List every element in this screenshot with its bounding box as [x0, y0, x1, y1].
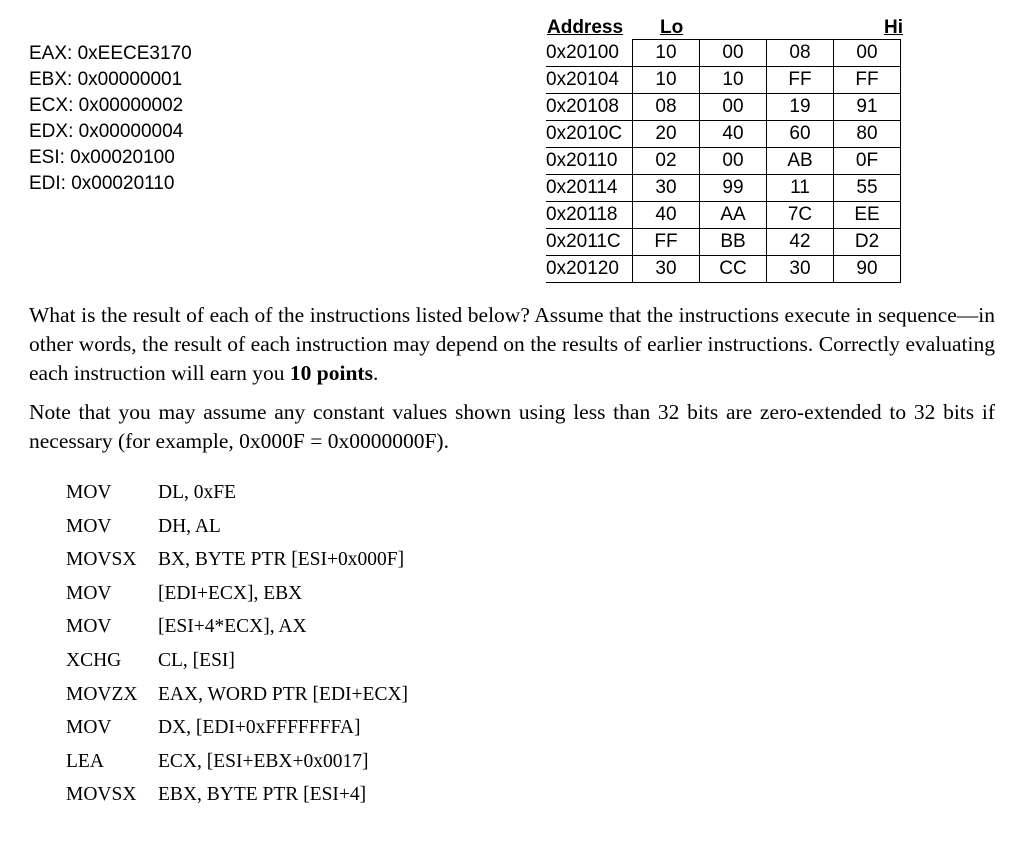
memory-address: 0x20118 — [546, 202, 633, 229]
memory-byte: 08 — [767, 40, 834, 67]
instruction-row — [66, 747, 369, 781]
memory-byte: 7C — [767, 202, 834, 229]
memory-byte: AA — [700, 202, 767, 229]
memory-address: 0x20114 — [546, 175, 633, 202]
instruction-opcode: MOV — [66, 482, 112, 503]
memory-row — [546, 229, 901, 256]
memory-byte: 10 — [633, 67, 700, 94]
memory-byte: 40 — [700, 121, 767, 148]
memory-byte: 08 — [633, 94, 700, 121]
memory-byte: 00 — [700, 94, 767, 121]
memory-address: 0x20104 — [546, 67, 633, 94]
memory-byte: 91 — [834, 94, 901, 121]
question-paragraph — [29, 301, 995, 388]
instruction-list — [66, 478, 409, 814]
instruction-opcode: MOVSX — [66, 549, 137, 571]
memory-byte: 40 — [633, 202, 700, 229]
lo-column-header: Lo — [660, 17, 684, 38]
memory-table-container — [546, 16, 911, 283]
memory-row — [546, 94, 901, 121]
instruction-operands: DH, AL — [158, 515, 221, 537]
memory-byte: BB — [700, 229, 767, 256]
note-paragraph: Note that you may assume any constant values shown using less than 32 bits are zero-extended to 32 bits if necessary (for example, 0x000F = 0x0000000F). — [29, 400, 995, 453]
memory-row — [546, 175, 901, 202]
memory-byte: 02 — [633, 148, 700, 175]
instruction-operands: CL, [ESI] — [158, 649, 235, 671]
instruction-operands: [ESI+4*ECX], AX — [158, 616, 307, 638]
memory-address: 0x20108 — [546, 94, 633, 121]
instruction-opcode: XCHG — [66, 649, 122, 671]
instruction-row — [66, 478, 236, 512]
instruction-row — [66, 646, 235, 680]
instruction-opcode: MOV — [66, 717, 112, 739]
memory-address: 0x2011C — [546, 229, 633, 256]
memory-address: 0x20120 — [546, 256, 633, 283]
register-edx: EDX: 0x00000004 — [29, 121, 184, 142]
instruction-operands: BX, BYTE PTR [ESI+0x000F] — [158, 549, 405, 571]
memory-byte: EE — [834, 202, 901, 229]
memory-row — [546, 40, 901, 67]
hi-column-header: Hi — [884, 17, 903, 38]
memory-byte: 11 — [767, 175, 834, 202]
memory-row — [546, 256, 901, 283]
memory-byte: 0F — [834, 148, 901, 175]
memory-byte: FF — [834, 67, 901, 94]
memory-row — [546, 148, 901, 175]
instruction-operands: [EDI+ECX], EBX — [158, 582, 303, 604]
register-list — [29, 41, 192, 197]
instruction-row — [66, 680, 409, 714]
memory-byte: 00 — [700, 148, 767, 175]
register-edi: EDI: 0x00020110 — [29, 173, 175, 194]
memory-table — [546, 39, 901, 283]
instruction-operands: DL, 0xFE — [158, 482, 236, 503]
memory-byte: 20 — [633, 121, 700, 148]
memory-byte: 42 — [767, 229, 834, 256]
instruction-operands: ECX, [ESI+EBX+0x0017] — [158, 750, 369, 772]
instruction-operands: EAX, WORD PTR [EDI+ECX] — [158, 683, 409, 705]
instruction-row — [66, 512, 221, 546]
register-ecx: ECX: 0x00000002 — [29, 95, 184, 116]
memory-byte: D2 — [834, 229, 901, 256]
register-eax: EAX: 0xEECE3170 — [29, 43, 192, 64]
memory-row — [546, 121, 901, 148]
memory-address: 0x2010C — [546, 121, 633, 148]
memory-byte: CC — [700, 256, 767, 283]
instruction-opcode: MOV — [66, 616, 112, 638]
memory-byte: FF — [767, 67, 834, 94]
memory-header — [546, 16, 911, 39]
instruction-row — [66, 780, 367, 814]
instruction-opcode: MOVSX — [66, 784, 137, 806]
memory-byte: 30 — [633, 256, 700, 283]
register-ebx: EBX: 0x00000001 — [29, 69, 183, 90]
instruction-row — [66, 545, 405, 579]
memory-byte: 30 — [633, 175, 700, 202]
memory-byte: 00 — [700, 40, 767, 67]
memory-row — [546, 67, 901, 94]
memory-byte: 60 — [767, 121, 834, 148]
instruction-row — [66, 612, 307, 646]
memory-byte: AB — [767, 148, 834, 175]
memory-byte: 55 — [834, 175, 901, 202]
memory-byte: 00 — [834, 40, 901, 67]
question-period: . — [372, 361, 379, 385]
memory-byte: 19 — [767, 94, 834, 121]
instruction-opcode: MOV — [66, 582, 112, 604]
memory-address: 0x20110 — [546, 148, 633, 175]
question-text — [29, 301, 995, 466]
memory-address: 0x20100 — [546, 40, 633, 67]
register-esi: ESI: 0x00020100 — [29, 147, 175, 168]
points-value: 10 points — [289, 361, 373, 385]
memory-byte: 80 — [834, 121, 901, 148]
memory-byte: 90 — [834, 256, 901, 283]
instruction-operands: DX, [EDI+0xFFFFFFFA] — [158, 717, 361, 739]
instruction-opcode: LEA — [66, 750, 104, 772]
instruction-opcode: MOVZX — [66, 683, 138, 705]
memory-byte: 30 — [767, 256, 834, 283]
instruction-operands: EBX, BYTE PTR [ESI+4] — [158, 784, 367, 806]
question-body: What is the result of each of the instructions listed below? Assume that the instructions execute in sequence—in other words, the result of each instruction may depend on the results of earlier instructions. Correctly evaluating each instruction will earn you — [29, 303, 995, 385]
address-column-header: Address — [547, 17, 624, 38]
memory-byte: 10 — [700, 67, 767, 94]
instruction-opcode: MOV — [66, 515, 112, 537]
memory-row — [546, 202, 901, 229]
memory-byte: 10 — [633, 40, 700, 67]
instruction-row — [66, 713, 361, 747]
memory-byte: FF — [633, 229, 700, 256]
memory-byte: 99 — [700, 175, 767, 202]
instruction-row — [66, 579, 303, 613]
